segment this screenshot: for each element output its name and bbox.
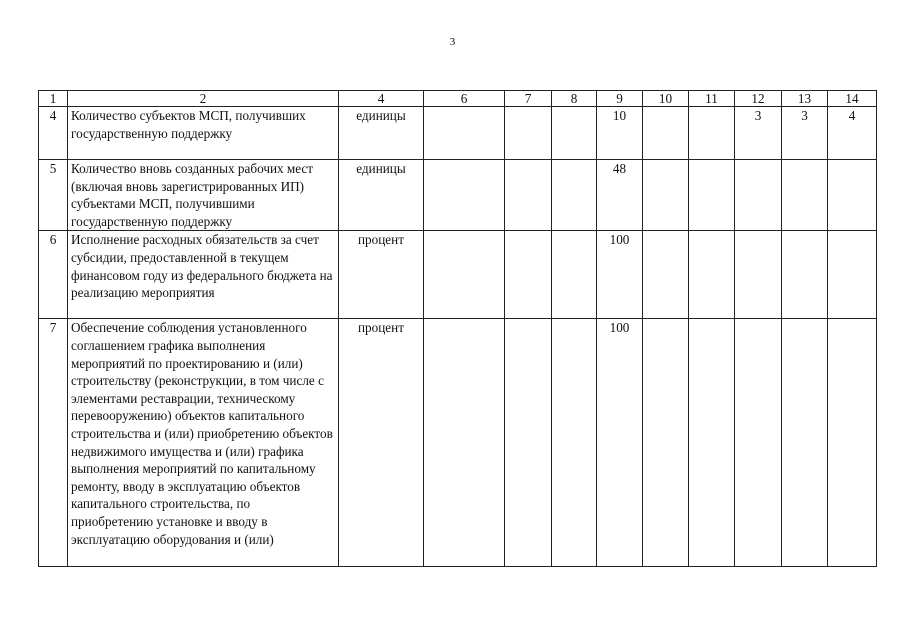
value-cell: 3: [735, 107, 782, 160]
indicator-name: Исполнение расходных обязательств за счет субсидии, предоставленной в текущем финансовом году из федерального бюджета на реализацию мероприятия: [68, 231, 339, 319]
table-row: [39, 160, 877, 231]
value-cell: [689, 160, 735, 231]
value-cell: [689, 107, 735, 160]
indicators-table: [38, 90, 877, 567]
unit-cell: процент: [339, 319, 424, 567]
value-cell: [424, 107, 505, 160]
table-header-row: [39, 91, 877, 107]
value-cell: [828, 160, 877, 231]
row-number: 5: [39, 160, 68, 231]
value-cell: 100: [597, 231, 643, 319]
value-cell: [643, 160, 689, 231]
column-header: 2: [68, 91, 339, 107]
indicator-name: Количество субъектов МСП, получивших государственную поддержку: [68, 107, 339, 160]
table-row: [39, 107, 877, 160]
unit-cell: процент: [339, 231, 424, 319]
column-header: 12: [735, 91, 782, 107]
row-number: 6: [39, 231, 68, 319]
table-row: [39, 319, 877, 567]
unit-cell: единицы: [339, 160, 424, 231]
value-cell: [552, 319, 597, 567]
column-header: 6: [424, 91, 505, 107]
value-cell: [552, 107, 597, 160]
column-header: 1: [39, 91, 68, 107]
value-cell: 100: [597, 319, 643, 567]
value-cell: [689, 231, 735, 319]
indicator-name-cell: [68, 319, 339, 567]
table-row: [39, 231, 877, 319]
value-cell: [689, 319, 735, 567]
value-cell: [828, 231, 877, 319]
value-cell: [505, 319, 552, 567]
column-header: 9: [597, 91, 643, 107]
column-header: 11: [689, 91, 735, 107]
value-cell: [735, 319, 782, 567]
value-cell: [643, 107, 689, 160]
value-cell: 4: [828, 107, 877, 160]
value-cell: [782, 231, 828, 319]
value-cell: [643, 319, 689, 567]
value-cell: 10: [597, 107, 643, 160]
value-cell: [782, 319, 828, 567]
row-number: 4: [39, 107, 68, 160]
value-cell: [505, 231, 552, 319]
column-header: 8: [552, 91, 597, 107]
value-cell: [505, 160, 552, 231]
column-header: 13: [782, 91, 828, 107]
column-header: 10: [643, 91, 689, 107]
value-cell: [735, 231, 782, 319]
indicator-name: Количество вновь созданных рабочих мест (включая вновь зарегистрированных ИП) субъектами МСП, получившими государственную поддержку: [68, 160, 339, 231]
value-cell: [552, 160, 597, 231]
value-cell: [552, 231, 597, 319]
column-header: 4: [339, 91, 424, 107]
column-header: 14: [828, 91, 877, 107]
unit-cell: единицы: [339, 107, 424, 160]
value-cell: [828, 319, 877, 567]
column-header: 7: [505, 91, 552, 107]
value-cell: [782, 160, 828, 231]
value-cell: [424, 319, 505, 567]
page-number: 3: [449, 36, 456, 48]
value-cell: [424, 160, 505, 231]
value-cell: [505, 107, 552, 160]
value-cell: 48: [597, 160, 643, 231]
row-number: 7: [39, 319, 68, 567]
indicator-name: Обеспечение соблюдения установленного соглашением графика выполнения мероприятий по проектированию и (или) строительству (реконструкции, в том числе с элементами реставрации, техническому перевооружению) объектов капитального строительства и (или) приобретению объектов недвижимого имущества и (или) графика выполнения мероприятий по капитальному ремонту, вводу в эксплуатацию объектов капитального строительства, по приобретению установке и вводу в эксплуатацию оборудования и (или): [71, 320, 333, 547]
value-cell: [735, 160, 782, 231]
value-cell: 3: [782, 107, 828, 160]
value-cell: [424, 231, 505, 319]
value-cell: [643, 231, 689, 319]
